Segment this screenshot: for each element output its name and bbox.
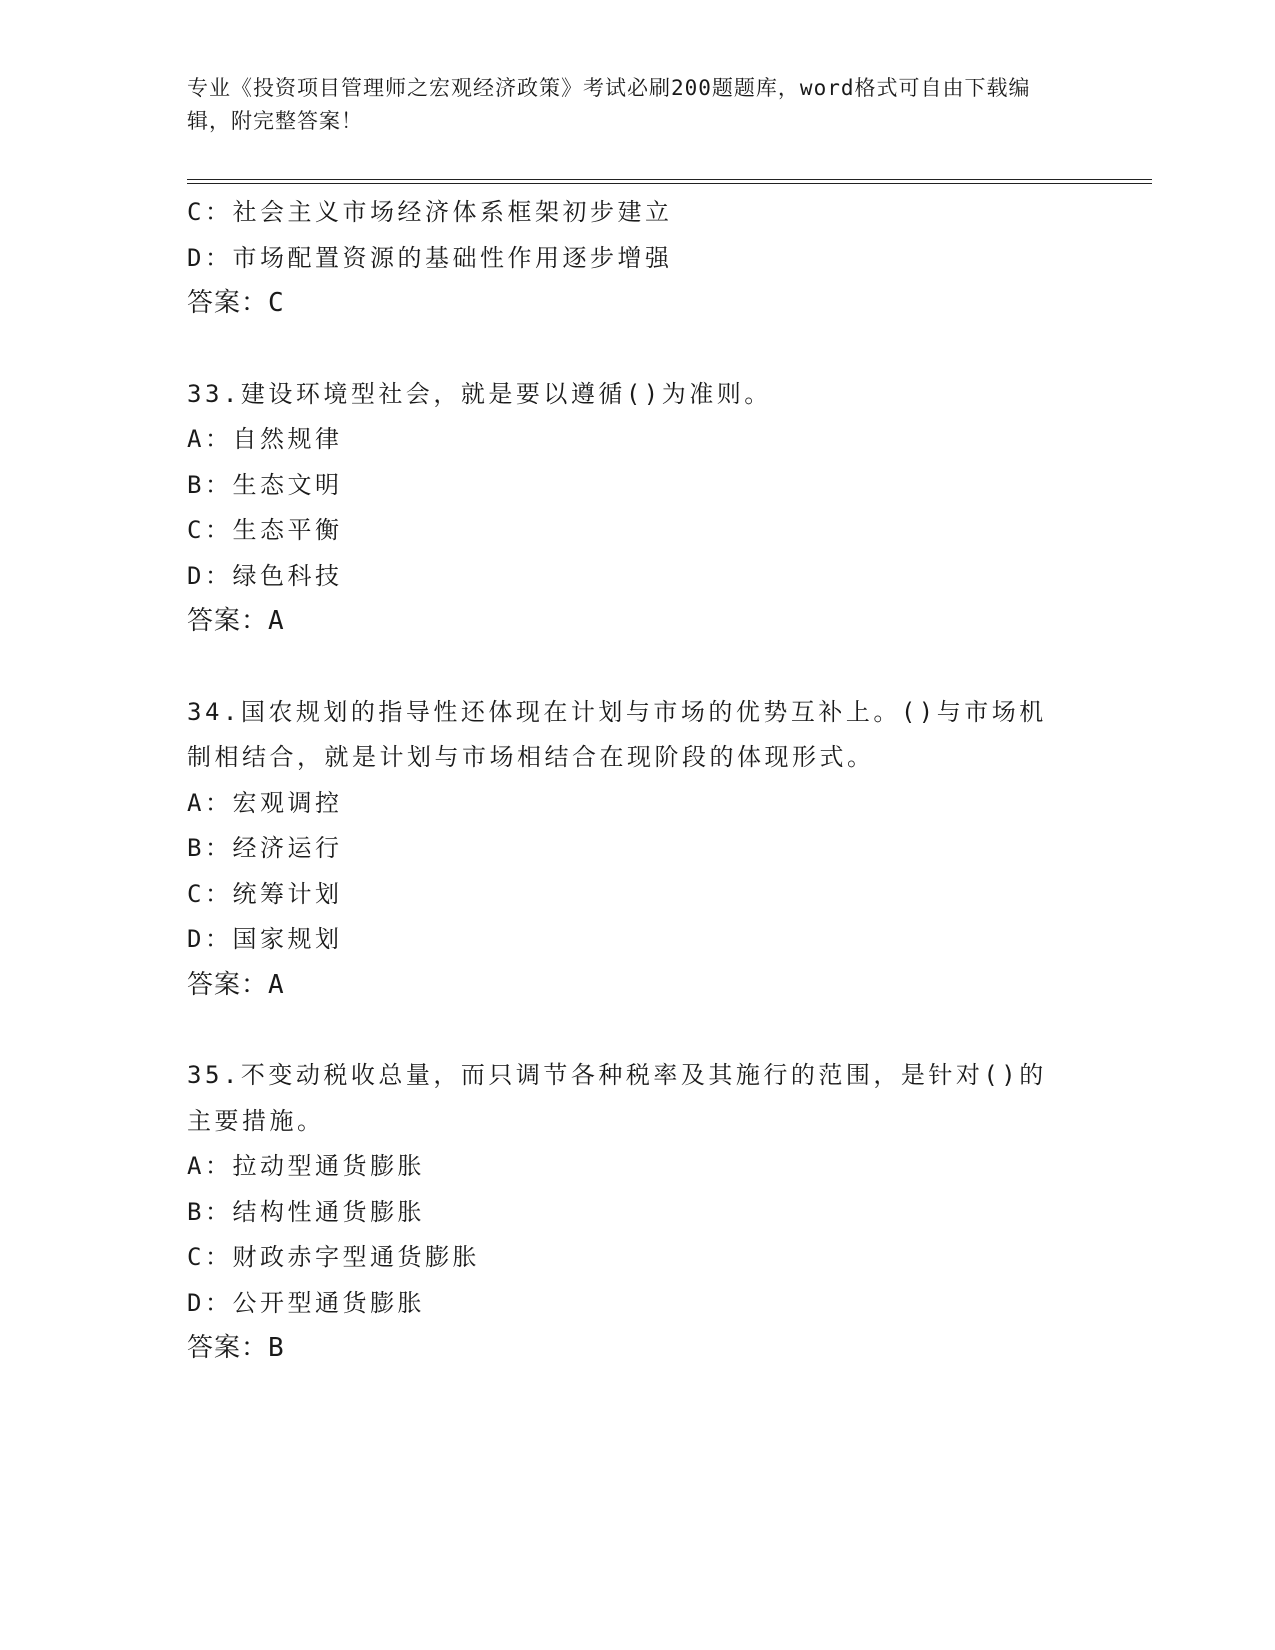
header-divider-top	[187, 179, 1152, 180]
option-a: A：自然规律	[187, 425, 343, 453]
answer-label: 答案：A	[187, 969, 285, 1000]
answer-label: 答案：C	[187, 288, 285, 318]
option-d: D：市场配置资源的基础性作用逐步增强	[187, 243, 673, 272]
question-34	[187, 690, 1087, 1009]
option-b: B：经济运行	[187, 834, 343, 862]
option-c: C：财政赤字型通货膨胀	[187, 1243, 480, 1271]
document-header: 专业《投资项目管理师之宏观经济政策》考试必刷200题题库，word格式可自由下载编辑，附完整答案！	[187, 76, 1031, 133]
option-b: B：生态文明	[187, 470, 343, 499]
option-b: B：结构性通货膨胀	[187, 1197, 425, 1226]
question-list	[187, 190, 1087, 1372]
question-text: 34.国农规划的指导性还体现在计划与市场的优势互补上。()与市场机制相结合，就是计划与市场相结合在现阶段的体现形式。	[187, 697, 1047, 771]
option-a: A：拉动型通货膨胀	[187, 1152, 425, 1180]
question-text: 35.不变动税收总量，而只调节各种税率及其施行的范围，是针对()的主要措施。	[187, 1061, 1047, 1135]
question-33	[187, 372, 1087, 645]
option-c: C：社会主义市场经济体系框架初步建立	[187, 198, 673, 226]
question-text: 33.建设环境型社会，就是要以遵循()为准则。	[187, 379, 772, 408]
option-a: A：宏观调控	[187, 788, 343, 817]
header-divider-bottom	[187, 183, 1152, 184]
question-35	[187, 1053, 1087, 1372]
answer-label: 答案：B	[187, 1333, 285, 1363]
option-d: D：国家规划	[187, 925, 343, 953]
answer-label: 答案：A	[187, 606, 285, 636]
partial-question-block	[187, 190, 1087, 327]
option-c: C：统筹计划	[187, 879, 343, 908]
option-d: D：绿色科技	[187, 561, 343, 590]
option-c: C：生态平衡	[187, 516, 343, 544]
option-d: D：公开型通货膨胀	[187, 1288, 425, 1317]
